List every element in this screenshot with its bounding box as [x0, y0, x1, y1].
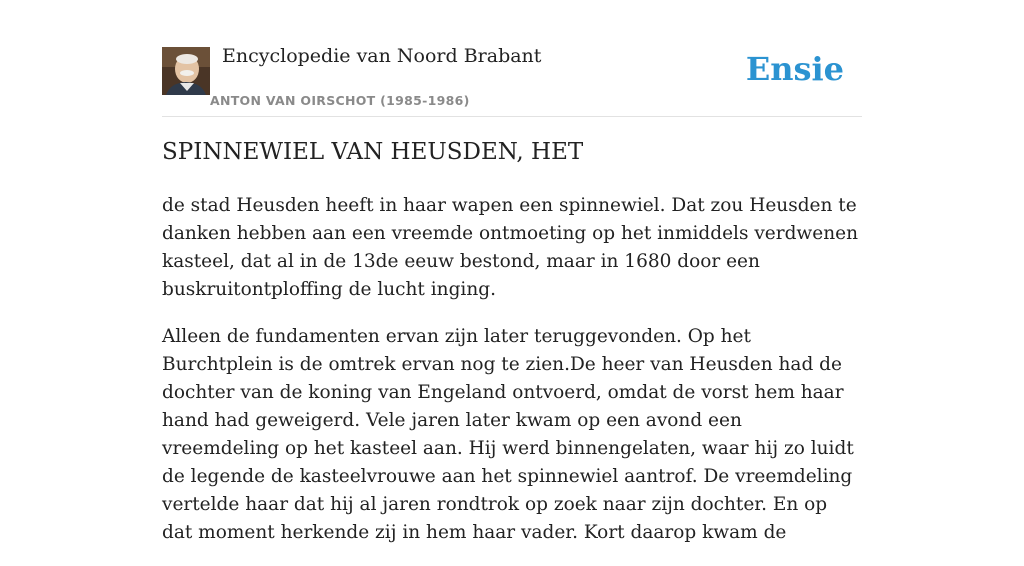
- article-title: SPINNEWIEL VAN HEUSDEN, HET: [162, 139, 584, 165]
- author-name[interactable]: ANTON VAN OIRSCHOT (1985-1986): [210, 93, 470, 108]
- paragraph: Alleen de fundamenten ervan zijn later teruggevonden. Op het Burchtplein is de omtrek ervan nog te zien.De heer van Heusden had de dochter van de koning van Engeland ontvoerd, omdat de vorst hem haar hand had geweigerd. Vele jaren later kwam op een avond een vreemdeling op het kasteel aan. Hij werd binnengelaten, waar hij zo luidt de legende de kasteelvrouwe aan het spinnewiel aantrof. De vreemdeling vertelde haar dat hij al jaren rondtrok op zoek naar zijn dochter. En op dat moment herkende zij in hem haar vader. Kort daarop kwam de: [162, 326, 854, 543]
- article-body: [162, 192, 862, 566]
- source-title-link[interactable]: Encyclopedie van Noord Brabant: [222, 45, 542, 67]
- avatar: [162, 47, 210, 95]
- brand-logo[interactable]: Ensie: [745, 50, 844, 88]
- header: [162, 0, 862, 117]
- paragraph: de stad Heusden heeft in haar wapen een spinnewiel. Dat zou Heusden te danken hebben aan een vreemde ontmoeting op het inmiddels verdwenen kasteel, dat al in de 13de eeuw bestond, maar in 1680 door een buskruitontploffing de lucht inging.: [162, 195, 858, 300]
